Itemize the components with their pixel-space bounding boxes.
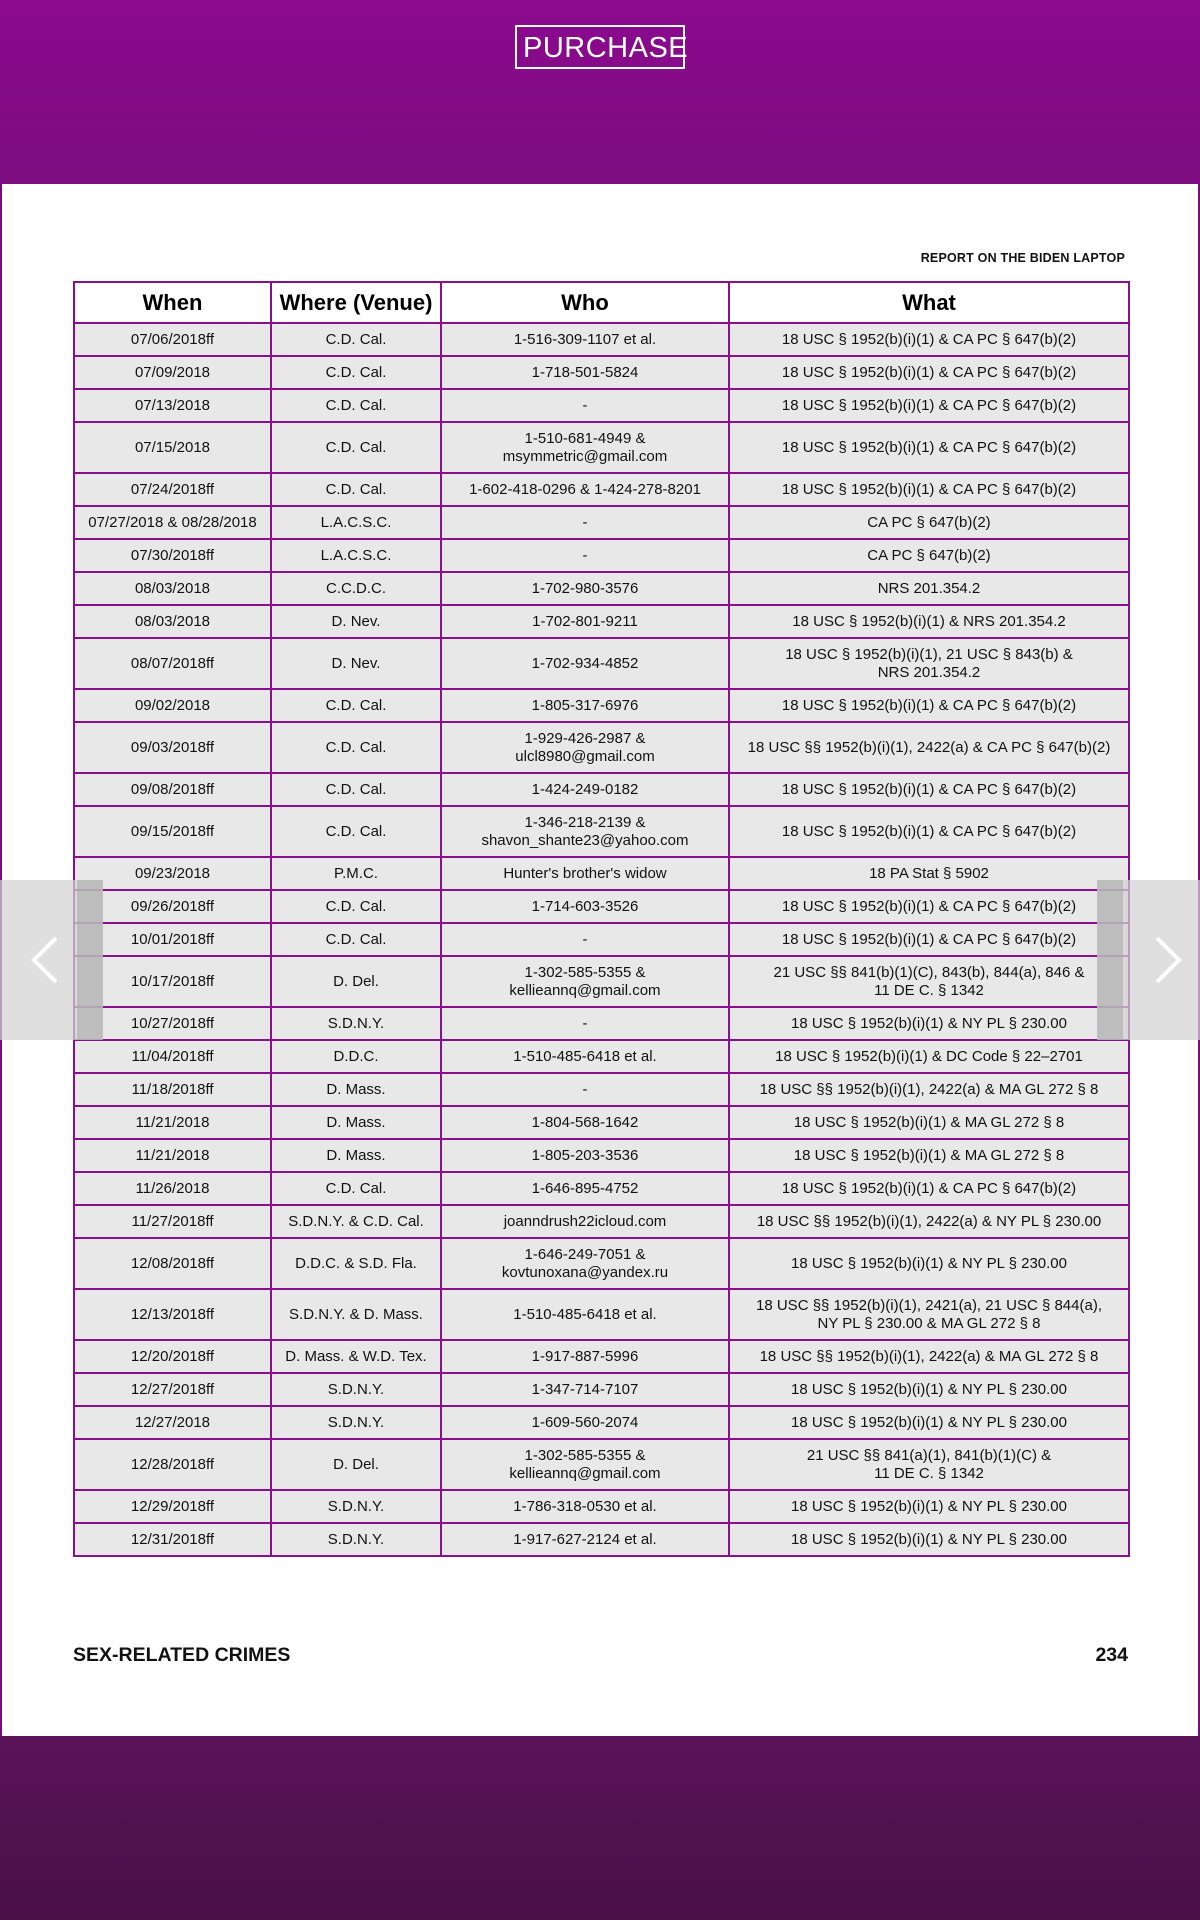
- chevron-left-icon[interactable]: [18, 932, 74, 988]
- table-row: [74, 923, 1129, 956]
- cell-what-line: 18 USC §§ 1952(b)(i)(1), 2422(a) & NY PL § 230.00: [756, 1212, 1102, 1230]
- cell-who: [441, 1007, 729, 1040]
- cell-who-line: 1-424-249-0182: [531, 780, 639, 798]
- cell-what-line: 18 USC §§ 1952(b)(i)(1), 2421(a), 21 USC § 844(a),: [756, 1296, 1102, 1314]
- cell-who-line: -: [582, 1014, 588, 1032]
- table-row: [74, 1289, 1129, 1340]
- cell-when: 11/27/2018ff: [74, 1205, 271, 1238]
- table-row: [74, 806, 1129, 857]
- cell-what-line: 18 USC § 1952(b)(i)(1) & NY PL § 230.00: [791, 1380, 1067, 1398]
- cell-what: [729, 857, 1129, 890]
- cell-what-line: CA PC § 647(b)(2): [867, 513, 991, 531]
- strip-edge: [1097, 880, 1123, 1040]
- cell-where: C.D. Cal.: [271, 923, 441, 956]
- cell-who: [441, 506, 729, 539]
- cell-what: [729, 422, 1129, 473]
- cell-where: C.D. Cal.: [271, 1172, 441, 1205]
- table-row: [74, 389, 1129, 422]
- cell-what-line: 18 USC § 1952(b)(i)(1) & CA PC § 647(b)(2): [781, 396, 1077, 414]
- cell-who-line: -: [582, 1080, 588, 1098]
- cell-what-line: 21 USC §§ 841(b)(1)(C), 843(b), 844(a), 846 &: [773, 963, 1085, 981]
- cell-who: [441, 1373, 729, 1406]
- cell-who: [441, 1340, 729, 1373]
- cell-who-line: 1-646-895-4752: [531, 1179, 639, 1197]
- cell-who-line: 1-302-585-5355 &: [524, 1446, 646, 1464]
- cell-who: [441, 1289, 729, 1340]
- cell-who: [441, 356, 729, 389]
- cell-where: D. Mass.: [271, 1106, 441, 1139]
- cell-when: 10/27/2018ff: [74, 1007, 271, 1040]
- cell-what-line: 18 USC § 1952(b)(i)(1) & MA GL 272 § 8: [793, 1113, 1065, 1131]
- table-row: [74, 689, 1129, 722]
- cell-who-line: -: [582, 930, 588, 948]
- bottom-banner: [0, 1736, 1200, 1920]
- cell-who-line: 1-602-418-0296 & 1-424-278-8201: [469, 480, 701, 498]
- chevron-right-icon[interactable]: [1139, 932, 1195, 988]
- cell-where: D. Nev.: [271, 605, 441, 638]
- page-number: 234: [1095, 1644, 1128, 1666]
- cell-who: [441, 1406, 729, 1439]
- table-body: [74, 323, 1129, 1556]
- cell-who-line: joanndrush22icloud.com: [503, 1212, 667, 1230]
- cell-who: [441, 1238, 729, 1289]
- cell-what-line: 18 USC §§ 1952(b)(i)(1), 2422(a) & CA PC § 647(b)(2): [747, 738, 1111, 756]
- cell-what: [729, 1439, 1129, 1490]
- cell-what-line: 21 USC §§ 841(a)(1), 841(b)(1)(C) &: [806, 1446, 1052, 1464]
- cell-who-line: -: [582, 396, 588, 414]
- cell-when: 07/27/2018 & 08/28/2018: [74, 506, 271, 539]
- cell-who-line: 1-346-218-2139 &: [524, 813, 646, 831]
- table-row: [74, 1439, 1129, 1490]
- table-row: [74, 572, 1129, 605]
- cell-when: 12/28/2018ff: [74, 1439, 271, 1490]
- strip-edge: [77, 880, 103, 1040]
- cell-when: 09/15/2018ff: [74, 806, 271, 857]
- cell-when: 09/08/2018ff: [74, 773, 271, 806]
- cell-what-line: 18 USC § 1952(b)(i)(1) & CA PC § 647(b)(2): [781, 363, 1077, 381]
- table-row: [74, 356, 1129, 389]
- cell-who-line: 1-805-317-6976: [531, 696, 639, 714]
- cell-where: S.D.N.Y.: [271, 1373, 441, 1406]
- cell-where: C.C.D.C.: [271, 572, 441, 605]
- cell-who: [441, 1205, 729, 1238]
- table-row: [74, 722, 1129, 773]
- cell-what: [729, 1523, 1129, 1556]
- cell-where: D. Mass. & W.D. Tex.: [271, 1340, 441, 1373]
- cell-where: S.D.N.Y. & C.D. Cal.: [271, 1205, 441, 1238]
- cell-who: [441, 605, 729, 638]
- cell-who-line: 1-929-426-2987 &: [524, 729, 646, 747]
- cell-who: [441, 1523, 729, 1556]
- cell-where: C.D. Cal.: [271, 890, 441, 923]
- table-row: [74, 1172, 1129, 1205]
- cell-who: [441, 638, 729, 689]
- cell-what-line: 18 USC § 1952(b)(i)(1) & CA PC § 647(b)(2): [781, 1179, 1077, 1197]
- table-header-row: [74, 282, 1129, 323]
- cell-who: [441, 857, 729, 890]
- cell-where: C.D. Cal.: [271, 323, 441, 356]
- cell-when: 11/21/2018: [74, 1139, 271, 1172]
- cell-who-line: 1-714-603-3526: [531, 897, 639, 915]
- cell-when: 09/02/2018: [74, 689, 271, 722]
- cell-what-line: 18 USC § 1952(b)(i)(1) & MA GL 272 § 8: [793, 1146, 1065, 1164]
- table-row: [74, 956, 1129, 1007]
- cell-who: [441, 1073, 729, 1106]
- cell-what-line: 18 USC § 1952(b)(i)(1) & CA PC § 647(b)(2): [781, 822, 1077, 840]
- cell-what: [729, 806, 1129, 857]
- cell-who-line: kellieannq@gmail.com: [509, 981, 661, 999]
- cell-who: [441, 539, 729, 572]
- cell-when: 07/24/2018ff: [74, 473, 271, 506]
- cell-where: D.D.C.: [271, 1040, 441, 1073]
- cell-who: [441, 956, 729, 1007]
- table-row: [74, 539, 1129, 572]
- cell-what-line: NY PL § 230.00 & MA GL 272 § 8: [817, 1314, 1041, 1332]
- table-row: [74, 422, 1129, 473]
- column-header-when: When: [74, 282, 271, 323]
- cell-where: L.A.C.S.C.: [271, 506, 441, 539]
- cell-what: [729, 1406, 1129, 1439]
- cell-what-line: 18 USC § 1952(b)(i)(1) & CA PC § 647(b)(2): [781, 696, 1077, 714]
- cell-where: L.A.C.S.C.: [271, 539, 441, 572]
- cell-who-line: 1-702-934-4852: [531, 654, 639, 672]
- cell-who: [441, 572, 729, 605]
- cell-who: [441, 689, 729, 722]
- cell-who: [441, 722, 729, 773]
- cell-what-line: 18 USC § 1952(b)(i)(1) & CA PC § 647(b)(2): [781, 780, 1077, 798]
- cell-who-line: 1-510-681-4949 &: [524, 429, 646, 447]
- cell-where: C.D. Cal.: [271, 356, 441, 389]
- cell-what: [729, 1007, 1129, 1040]
- cell-what-line: 11 DE C. § 1342: [874, 1464, 984, 1482]
- cell-when: 07/06/2018ff: [74, 323, 271, 356]
- cell-when: 11/18/2018ff: [74, 1073, 271, 1106]
- cell-what: [729, 1289, 1129, 1340]
- cell-what: [729, 722, 1129, 773]
- cell-who: [441, 1040, 729, 1073]
- cell-who-line: 1-718-501-5824: [531, 363, 639, 381]
- cell-what: [729, 1238, 1129, 1289]
- cell-who: [441, 473, 729, 506]
- table-row: [74, 1238, 1129, 1289]
- cell-what: [729, 1205, 1129, 1238]
- cell-what: [729, 1073, 1129, 1106]
- cell-what-line: 18 USC § 1952(b)(i)(1) & DC Code § 22–2701: [775, 1047, 1083, 1065]
- cell-where: D. Del.: [271, 1439, 441, 1490]
- table-row: [74, 890, 1129, 923]
- cell-when: 12/29/2018ff: [74, 1490, 271, 1523]
- cell-when: 10/17/2018ff: [74, 956, 271, 1007]
- cell-what: [729, 506, 1129, 539]
- table-row: [74, 473, 1129, 506]
- cell-when: 12/20/2018ff: [74, 1340, 271, 1373]
- cell-who-line: 1-702-801-9211: [532, 612, 638, 630]
- next-page-strip[interactable]: [1097, 880, 1200, 1040]
- cell-what-line: 18 USC § 1952(b)(i)(1) & CA PC § 647(b)(2): [781, 930, 1077, 948]
- cell-what: [729, 473, 1129, 506]
- cell-what-line: 18 USC § 1952(b)(i)(1) & NY PL § 230.00: [791, 1413, 1067, 1431]
- top-banner: [0, 0, 1200, 184]
- cell-what: [729, 890, 1129, 923]
- document-page: [2, 184, 1198, 1736]
- cell-who: [441, 1106, 729, 1139]
- cell-what: [729, 1106, 1129, 1139]
- cell-when: 11/21/2018: [74, 1106, 271, 1139]
- cell-where: C.D. Cal.: [271, 473, 441, 506]
- table-row: [74, 1406, 1129, 1439]
- cell-what-line: 18 USC § 1952(b)(i)(1) & NY PL § 230.00: [791, 1497, 1067, 1515]
- column-header-where: Where (Venue): [271, 282, 441, 323]
- section-title: SEX-RELATED CRIMES: [73, 1644, 291, 1666]
- cell-who: [441, 890, 729, 923]
- table-row: [74, 1007, 1129, 1040]
- cell-where: D. Del.: [271, 956, 441, 1007]
- cell-what-line: 11 DE C. § 1342: [874, 981, 984, 999]
- cell-who-line: 1-786-318-0530 et al.: [513, 1497, 657, 1515]
- cell-when: 11/04/2018ff: [74, 1040, 271, 1073]
- cell-what-line: 18 USC §§ 1952(b)(i)(1), 2422(a) & MA GL 272 § 8: [759, 1347, 1099, 1365]
- cell-where: D. Mass.: [271, 1073, 441, 1106]
- table-row: [74, 323, 1129, 356]
- cell-where: C.D. Cal.: [271, 689, 441, 722]
- cell-when: 12/31/2018ff: [74, 1523, 271, 1556]
- cell-who-line: kovtunoxana@yandex.ru: [501, 1263, 669, 1281]
- cell-where: D.D.C. & S.D. Fla.: [271, 1238, 441, 1289]
- cell-what: [729, 1172, 1129, 1205]
- cell-when: 10/01/2018ff: [74, 923, 271, 956]
- cell-when: 07/15/2018: [74, 422, 271, 473]
- cell-who: [441, 806, 729, 857]
- cell-who-line: 1-646-249-7051 &: [524, 1245, 646, 1263]
- cell-when: 07/30/2018ff: [74, 539, 271, 572]
- cell-who-line: 1-516-309-1107 et al.: [513, 330, 657, 348]
- cell-what: [729, 1340, 1129, 1373]
- cell-when: 09/03/2018ff: [74, 722, 271, 773]
- table-row: [74, 638, 1129, 689]
- cell-what-line: NRS 201.354.2: [877, 663, 981, 681]
- cell-what: [729, 1139, 1129, 1172]
- cell-where: P.M.C.: [271, 857, 441, 890]
- cell-what-line: 18 USC § 1952(b)(i)(1) & CA PC § 647(b)(2): [781, 438, 1077, 456]
- cell-where: C.D. Cal.: [271, 389, 441, 422]
- cell-what: [729, 1373, 1129, 1406]
- table-row: [74, 1490, 1129, 1523]
- cell-what-line: 18 USC § 1952(b)(i)(1) & NY PL § 230.00: [791, 1014, 1067, 1032]
- cell-when: 07/09/2018: [74, 356, 271, 389]
- cell-who-line: 1-702-980-3576: [531, 579, 639, 597]
- cell-who-line: 1-347-714-7107: [531, 1380, 639, 1398]
- cell-what: [729, 956, 1129, 1007]
- cell-what-line: 18 PA Stat § 5902: [869, 864, 989, 882]
- cell-what-line: 18 USC § 1952(b)(i)(1) & NRS 201.354.2: [792, 612, 1066, 630]
- cell-when: 12/08/2018ff: [74, 1238, 271, 1289]
- cell-what: [729, 1040, 1129, 1073]
- cell-what-line: 18 USC § 1952(b)(i)(1) & NY PL § 230.00: [791, 1530, 1067, 1548]
- cell-who-line: 1-917-627-2124 et al.: [513, 1530, 657, 1548]
- cell-where: S.D.N.Y.: [271, 1007, 441, 1040]
- cell-who-line: 1-510-485-6418 et al.: [513, 1305, 657, 1323]
- cell-who-line: -: [582, 546, 588, 564]
- cell-what-line: 18 USC § 1952(b)(i)(1) & CA PC § 647(b)(2): [781, 330, 1077, 348]
- cell-when: 09/23/2018: [74, 857, 271, 890]
- cell-what: [729, 389, 1129, 422]
- cell-where: D. Nev.: [271, 638, 441, 689]
- cell-who-line: Hunter's brother's widow: [503, 864, 667, 882]
- cell-when: 08/03/2018: [74, 605, 271, 638]
- cell-where: S.D.N.Y.: [271, 1406, 441, 1439]
- cell-who-line: 1-917-887-5996: [531, 1347, 639, 1365]
- cell-when: 12/27/2018: [74, 1406, 271, 1439]
- table-row: [74, 1373, 1129, 1406]
- cell-who: [441, 1172, 729, 1205]
- cell-who: [441, 389, 729, 422]
- cell-when: 11/26/2018: [74, 1172, 271, 1205]
- cell-when: 09/26/2018ff: [74, 890, 271, 923]
- cell-where: S.D.N.Y.: [271, 1490, 441, 1523]
- cell-when: 08/07/2018ff: [74, 638, 271, 689]
- cell-what-line: 18 USC § 1952(b)(i)(1) & NY PL § 230.00: [791, 1254, 1067, 1272]
- cell-what: [729, 689, 1129, 722]
- cell-when: 12/27/2018ff: [74, 1373, 271, 1406]
- table-row: [74, 773, 1129, 806]
- table-row: [74, 1205, 1129, 1238]
- crimes-table: [73, 281, 1130, 1557]
- cell-who: [441, 773, 729, 806]
- cell-who-line: shavon_shante23@yahoo.com: [481, 831, 689, 849]
- cell-what: [729, 323, 1129, 356]
- table-row: [74, 1040, 1129, 1073]
- cell-what: [729, 356, 1129, 389]
- cell-where: S.D.N.Y. & D. Mass.: [271, 1289, 441, 1340]
- cell-where: S.D.N.Y.: [271, 1523, 441, 1556]
- cell-when: 12/13/2018ff: [74, 1289, 271, 1340]
- cell-who-line: 1-609-560-2074: [531, 1413, 639, 1431]
- cell-who: [441, 422, 729, 473]
- cell-when: 08/03/2018: [74, 572, 271, 605]
- cell-what: [729, 605, 1129, 638]
- cell-who: [441, 1139, 729, 1172]
- cell-what: [729, 923, 1129, 956]
- cell-what-line: 18 USC § 1952(b)(i)(1) & CA PC § 647(b)(2): [781, 480, 1077, 498]
- cell-what-line: 18 USC § 1952(b)(i)(1) & CA PC § 647(b)(2): [781, 897, 1077, 915]
- column-header-who: Who: [441, 282, 729, 323]
- cell-what-line: 18 USC §§ 1952(b)(i)(1), 2422(a) & MA GL 272 § 8: [759, 1080, 1099, 1098]
- cell-what: [729, 572, 1129, 605]
- table-row: [74, 1073, 1129, 1106]
- cell-where: C.D. Cal.: [271, 722, 441, 773]
- cell-who: [441, 1439, 729, 1490]
- running-header: REPORT ON THE BIDEN LAPTOP: [920, 251, 1125, 265]
- table-row: [74, 857, 1129, 890]
- cell-what: [729, 1490, 1129, 1523]
- cell-who-line: 1-302-585-5355 &: [524, 963, 646, 981]
- table-row: [74, 1523, 1129, 1556]
- cell-who-line: 1-510-485-6418 et al.: [513, 1047, 657, 1065]
- table-row: [74, 605, 1129, 638]
- cell-who: [441, 1490, 729, 1523]
- cell-what-line: 18 USC § 1952(b)(i)(1), 21 USC § 843(b) &: [785, 645, 1073, 663]
- cell-where: C.D. Cal.: [271, 773, 441, 806]
- prev-page-strip[interactable]: [0, 880, 103, 1040]
- cell-what: [729, 773, 1129, 806]
- cell-what-line: NRS 201.354.2: [877, 579, 981, 597]
- table-row: [74, 1139, 1129, 1172]
- cell-where: C.D. Cal.: [271, 806, 441, 857]
- table-row: [74, 1106, 1129, 1139]
- cell-who-line: -: [582, 513, 588, 531]
- purchase-button[interactable]: PURCHASE: [515, 25, 685, 69]
- cell-when: 07/13/2018: [74, 389, 271, 422]
- cell-what: [729, 539, 1129, 572]
- cell-who-line: ulcl8980@gmail.com: [515, 747, 655, 765]
- table-row: [74, 1340, 1129, 1373]
- cell-what-line: CA PC § 647(b)(2): [867, 546, 991, 564]
- cell-who-line: 1-805-203-3536: [531, 1146, 639, 1164]
- cell-who: [441, 323, 729, 356]
- table-row: [74, 506, 1129, 539]
- cell-what: [729, 638, 1129, 689]
- cell-where: C.D. Cal.: [271, 422, 441, 473]
- cell-who-line: kellieannq@gmail.com: [509, 1464, 661, 1482]
- cell-who-line: 1-804-568-1642: [531, 1113, 639, 1131]
- column-header-what: What: [729, 282, 1129, 323]
- cell-where: D. Mass.: [271, 1139, 441, 1172]
- cell-who-line: msymmetric@gmail.com: [502, 447, 668, 465]
- cell-who: [441, 923, 729, 956]
